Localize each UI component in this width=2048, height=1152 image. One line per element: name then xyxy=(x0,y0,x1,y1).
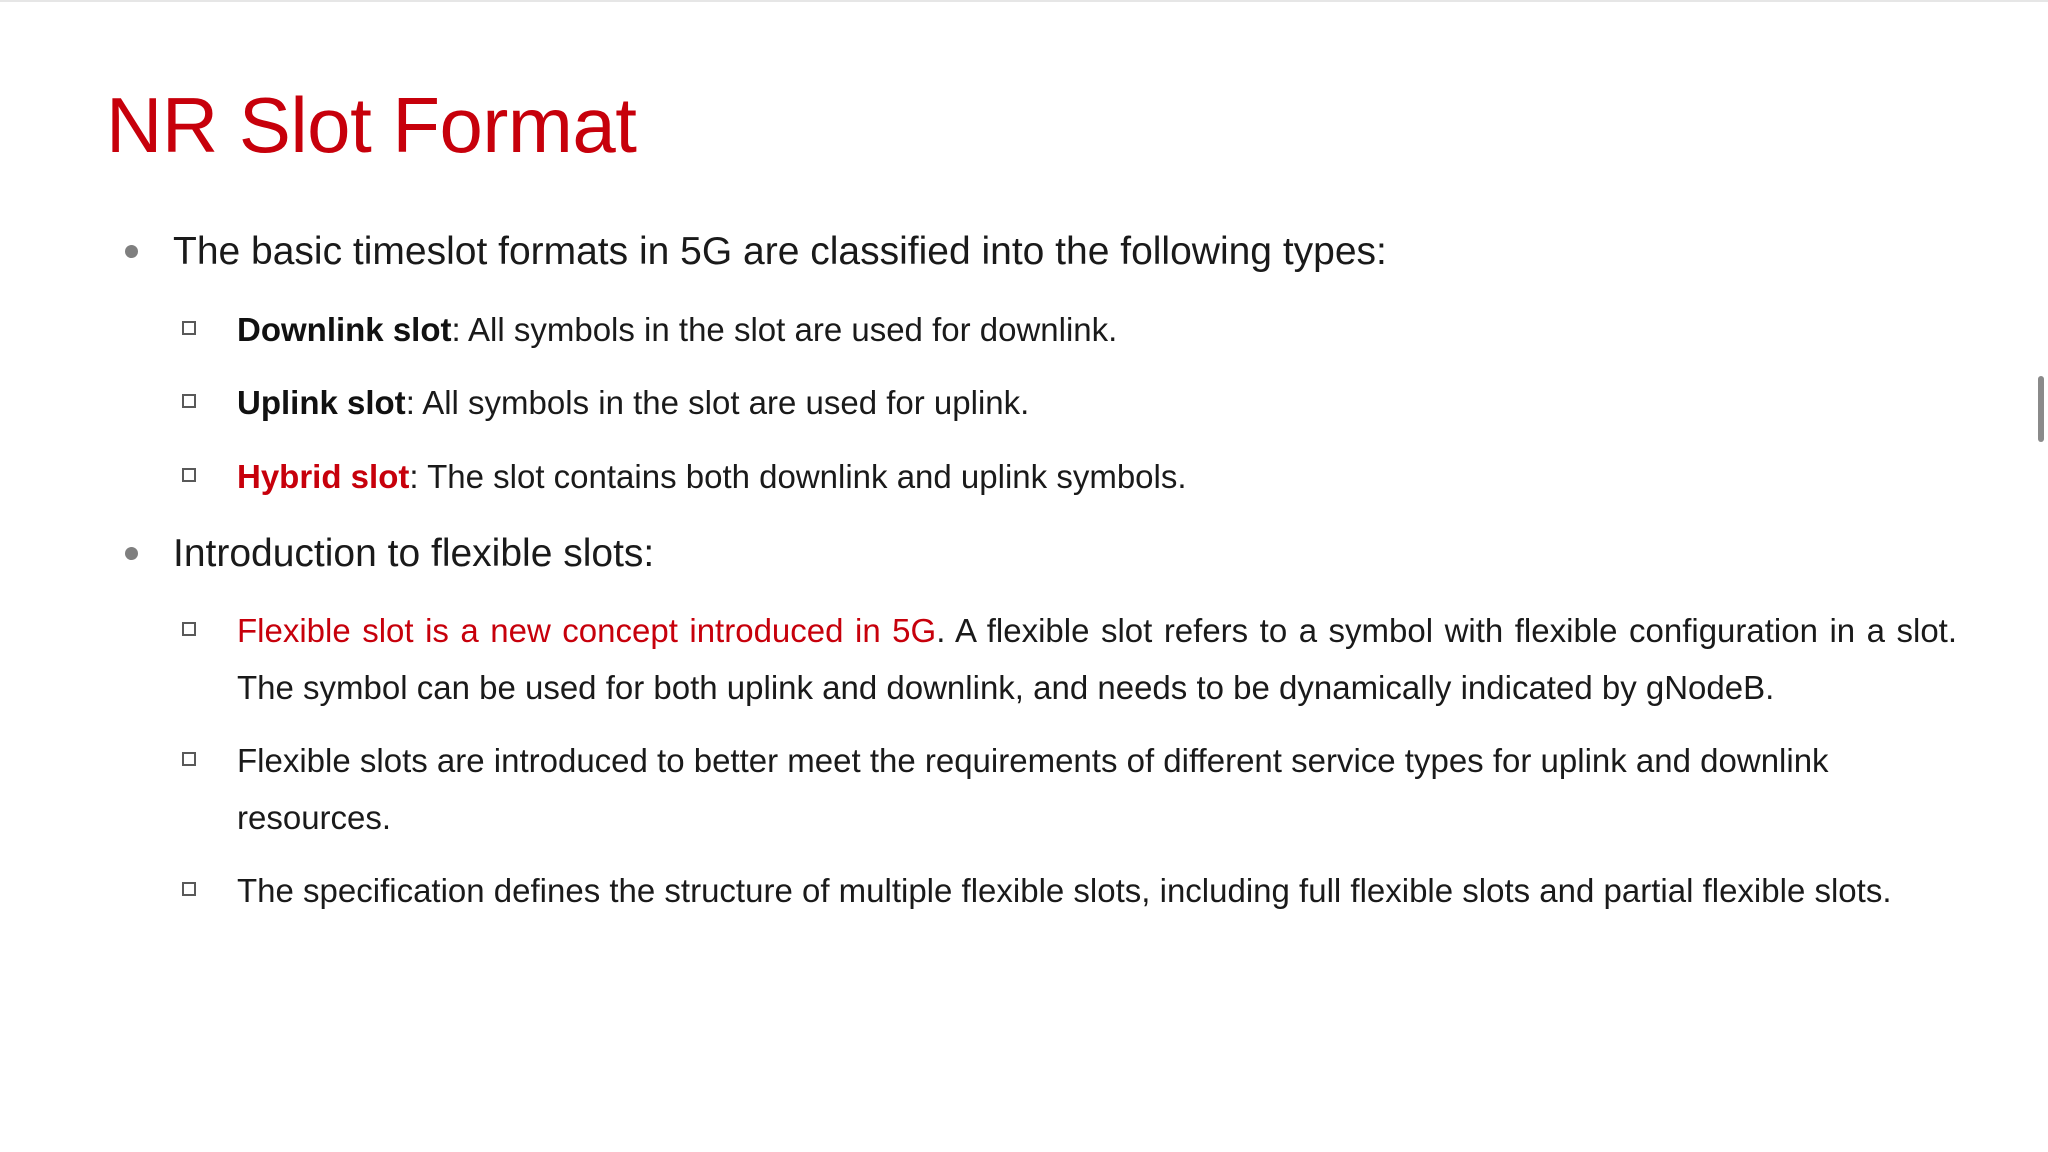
sub-item-text xyxy=(237,602,1957,716)
term-downlink-slot: Downlink slot xyxy=(237,311,452,348)
bullet-dot-icon xyxy=(125,547,138,560)
square-bullet-icon xyxy=(182,882,196,896)
square-bullet-icon xyxy=(182,752,196,766)
scrollbar-thumb[interactable] xyxy=(2038,376,2044,442)
bullet-dot-icon xyxy=(125,245,138,258)
sub-item-text xyxy=(237,448,1187,505)
sub-item-text: The specification defines the structure of multiple flexible slots, including full flexible slots and partial flexible slots. xyxy=(237,872,1892,909)
slide-title: NR Slot Format xyxy=(106,81,637,169)
term-hybrid-slot: Hybrid slot xyxy=(237,458,410,495)
square-bullet-icon xyxy=(182,468,196,482)
sub-item-text: Flexible slots are introduced to better meet the requirements of different service types for uplink and downlink resources. xyxy=(237,742,1829,836)
highlight-text: Flexible slot is a new concept introduced in 5G xyxy=(237,612,937,649)
term-description: : All symbols in the slot are used for downlink. xyxy=(451,311,1118,348)
bullet-text: Introduction to flexible slots: xyxy=(173,532,655,575)
item-description: . A flexible slot refers to a symbol with flexible configuration in a slot. The symbol can be used for both uplink and downlink, and needs to be dynamically indicated by gNodeB. xyxy=(237,612,1958,706)
square-bullet-icon xyxy=(182,321,196,335)
square-bullet-icon xyxy=(182,394,196,408)
sub-item-text xyxy=(237,374,1029,431)
square-bullet-icon xyxy=(182,622,196,636)
term-description: : The slot contains both downlink and uplink symbols. xyxy=(409,458,1187,495)
term-description: : All symbols in the slot are used for uplink. xyxy=(405,384,1030,421)
bullet-text: The basic timeslot formats in 5G are classified into the following types: xyxy=(173,230,1387,273)
top-divider xyxy=(0,0,2048,2)
sub-item-text xyxy=(237,301,1117,358)
term-uplink-slot: Uplink slot xyxy=(237,384,406,421)
